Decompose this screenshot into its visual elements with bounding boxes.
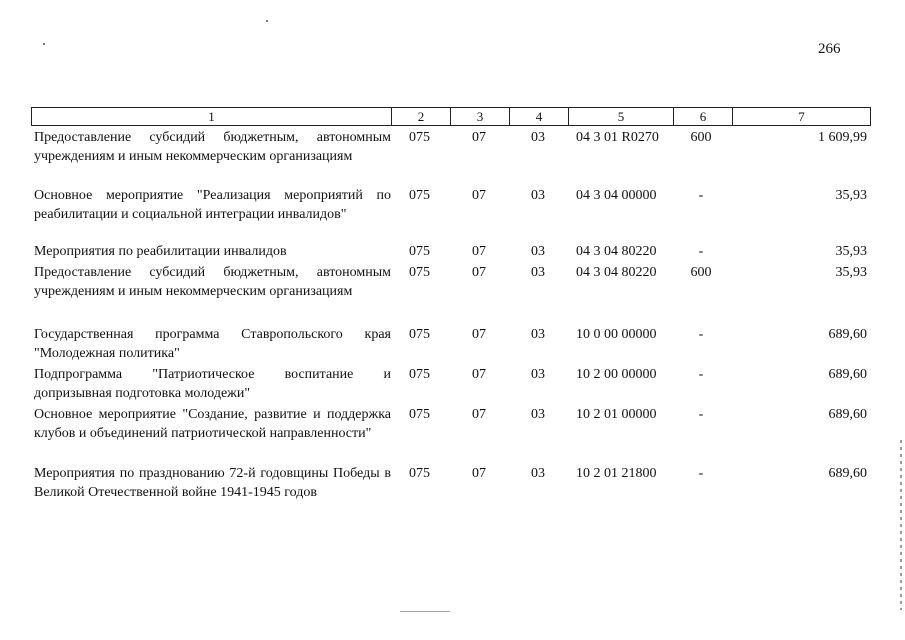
row-amount: 689,60 bbox=[828, 327, 867, 342]
row-target-article: 10 2 01 21800 bbox=[576, 466, 657, 481]
scan-edge-mark bbox=[900, 440, 902, 610]
row-code-admin: 075 bbox=[409, 327, 430, 342]
row-target-article: 04 3 01 R0270 bbox=[576, 130, 659, 145]
row-expense-type: - bbox=[698, 407, 704, 422]
row-section: 07 bbox=[472, 407, 486, 422]
row-expense-type: - bbox=[698, 188, 704, 203]
row-target-article: 04 3 04 80220 bbox=[576, 265, 657, 280]
row-code-admin: 075 bbox=[409, 466, 430, 481]
row-name: Основное мероприятие "Создание, развитие и поддержка клубов и объединений патриотической направленности" bbox=[34, 407, 391, 441]
row-expense-type: 600 bbox=[690, 265, 712, 280]
row-expense-type: - bbox=[698, 367, 704, 382]
row-target-article: 10 2 00 00000 bbox=[576, 367, 657, 382]
row-code-admin: 075 bbox=[409, 407, 430, 422]
row-code-admin: 075 bbox=[409, 244, 430, 259]
row-subsection: 03 bbox=[531, 407, 545, 422]
row-name: Мероприятия по реабилитации инвалидов bbox=[34, 244, 287, 259]
row-section: 07 bbox=[472, 244, 486, 259]
header-col-7: 7 bbox=[798, 109, 805, 124]
scan-speck bbox=[266, 20, 268, 22]
row-code-admin: 075 bbox=[409, 265, 430, 280]
row-amount: 35,93 bbox=[835, 265, 867, 280]
row-name: Основное мероприятие "Реализация мероприятий по реабилитации и социальной интеграции инвалидов" bbox=[34, 188, 391, 222]
row-name: Предоставление субсидий бюджетным, автономным учреждениям и иным некоммерческим организациям bbox=[34, 265, 391, 299]
page-number: 266 bbox=[818, 41, 841, 57]
header-col-2: 2 bbox=[392, 108, 451, 125]
row-subsection: 03 bbox=[531, 367, 545, 382]
row-name: Государственная программа Ставропольского края "Молодежная политика" bbox=[34, 327, 391, 361]
row-expense-type: - bbox=[698, 466, 704, 481]
header-col-6: 6 bbox=[674, 108, 733, 125]
row-amount: 1 609,99 bbox=[818, 130, 867, 145]
row-amount: 35,93 bbox=[835, 188, 867, 203]
row-code-admin: 075 bbox=[409, 188, 430, 203]
row-subsection: 03 bbox=[531, 130, 545, 145]
row-expense-type: - bbox=[698, 327, 704, 342]
row-name: Мероприятия по празднованию 72-й годовщины Победы в Великой Отечественной войне 1941-1945 годов bbox=[34, 466, 391, 500]
row-section: 07 bbox=[472, 466, 486, 481]
row-amount: 689,60 bbox=[828, 466, 867, 481]
scan-line bbox=[400, 611, 450, 612]
row-amount: 689,60 bbox=[828, 367, 867, 382]
row-expense-type: 600 bbox=[690, 130, 712, 145]
row-section: 07 bbox=[472, 188, 486, 203]
header-col-5: 5 bbox=[569, 108, 674, 125]
row-amount: 689,60 bbox=[828, 407, 867, 422]
row-section: 07 bbox=[472, 265, 486, 280]
row-subsection: 03 bbox=[531, 188, 545, 203]
row-code-admin: 075 bbox=[409, 367, 430, 382]
row-subsection: 03 bbox=[531, 466, 545, 481]
header-col-3: 3 bbox=[451, 108, 510, 125]
row-target-article: 10 0 00 00000 bbox=[576, 327, 657, 342]
table-header bbox=[31, 107, 871, 126]
row-name: Подпрограмма "Патриотическое воспитание и допризывная подготовка молодежи" bbox=[34, 367, 391, 401]
row-expense-type: - bbox=[698, 244, 704, 259]
row-target-article: 04 3 04 80220 bbox=[576, 244, 657, 259]
row-section: 07 bbox=[472, 130, 486, 145]
row-section: 07 bbox=[472, 367, 486, 382]
row-subsection: 03 bbox=[531, 244, 545, 259]
header-col-4: 4 bbox=[510, 108, 569, 125]
row-target-article: 10 2 01 00000 bbox=[576, 407, 657, 422]
row-target-article: 04 3 04 00000 bbox=[576, 188, 657, 203]
row-section: 07 bbox=[472, 327, 486, 342]
scan-speck bbox=[43, 43, 45, 45]
row-name: Предоставление субсидий бюджетным, автономным учреждениям и иным некоммерческим организациям bbox=[34, 130, 391, 164]
row-amount: 35,93 bbox=[835, 244, 867, 259]
row-code-admin: 075 bbox=[409, 130, 430, 145]
header-col-1: 1 bbox=[32, 108, 392, 125]
row-subsection: 03 bbox=[531, 327, 545, 342]
row-subsection: 03 bbox=[531, 265, 545, 280]
